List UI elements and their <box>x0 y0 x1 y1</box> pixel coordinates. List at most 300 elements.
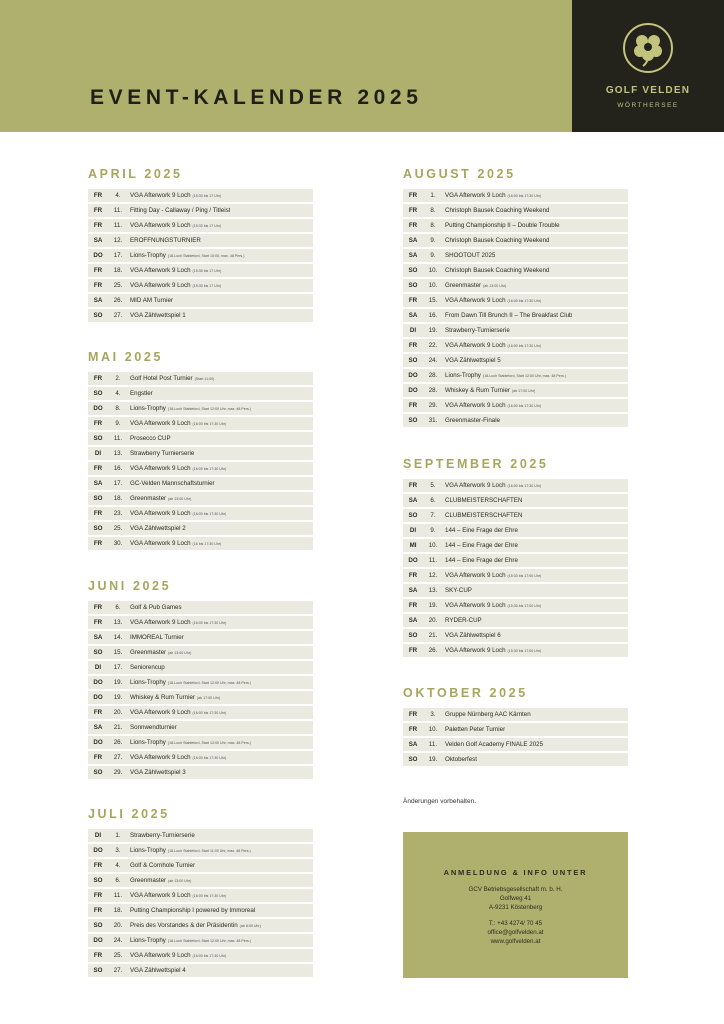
event-name: Oktoberfest <box>445 756 477 763</box>
event-row <box>88 934 313 947</box>
event-name: Golf Hotel Post Turnier <box>130 375 193 382</box>
event-name: VGA Zählwettspiel 5 <box>445 357 501 364</box>
event-row <box>403 219 628 232</box>
event-date: 23. <box>113 510 123 517</box>
event-row <box>403 629 628 642</box>
event-name: VGA Afterwork 9 Loch <box>130 619 191 626</box>
event-date: 8. <box>430 222 436 229</box>
event-date: 25. <box>113 525 123 532</box>
event-weekday: SA <box>408 497 418 504</box>
event-weekday: SO <box>408 512 418 519</box>
event-note: (ab 17:00 Uhr) <box>511 388 536 393</box>
event-date: 20. <box>113 709 123 716</box>
event-weekday: DO <box>93 739 103 746</box>
event-row <box>88 309 313 322</box>
event-row <box>403 708 628 721</box>
event-weekday: SA <box>408 587 418 594</box>
event-row <box>403 279 628 292</box>
event-note: (16:00 bis 17:30 Uhr) <box>192 755 227 760</box>
event-name: Christoph Bausek Coaching Weekend <box>445 267 550 274</box>
event-weekday: SO <box>408 282 418 289</box>
event-weekday: DO <box>408 387 418 394</box>
event-name: RYDER-CUP <box>445 617 482 624</box>
event-note: (ab 13:00 Uhr) <box>168 878 192 883</box>
event-date: 8. <box>430 207 436 214</box>
event-row <box>403 234 628 247</box>
event-row <box>88 751 313 764</box>
event-row <box>88 294 313 307</box>
event-weekday: FR <box>93 754 103 761</box>
event-name: Lions-Trophy <box>130 679 166 686</box>
event-row <box>88 387 313 400</box>
event-name: VGA Afterwork 9 Loch <box>130 267 191 274</box>
event-weekday: FR <box>408 192 418 199</box>
event-name: Sonnwendturnier <box>130 724 177 731</box>
event-row <box>403 249 628 262</box>
event-row <box>88 889 313 902</box>
event-date: 9. <box>430 252 436 259</box>
event-weekday: SO <box>93 495 103 502</box>
event-date: 27. <box>113 754 123 761</box>
event-weekday: FR <box>93 207 103 214</box>
event-row <box>403 204 628 217</box>
event-weekday: FR <box>408 402 418 409</box>
brand-name: GOLF VELDEN <box>605 85 691 96</box>
event-date: 19. <box>428 756 438 763</box>
event-list <box>88 829 313 977</box>
event-name: Lions-Trophy <box>445 372 481 379</box>
event-weekday: SA <box>408 741 418 748</box>
event-date: 21. <box>113 724 123 731</box>
event-row <box>403 189 628 202</box>
event-name: Gruppe Nürnberg AAC Kärnten <box>445 711 531 718</box>
event-note: (18-Loch Stableford, Start 11:00 Uhr, max. 48 Pers.) <box>167 848 251 853</box>
event-name: Engstler <box>130 390 153 397</box>
event-name: VGA Zählwettspiel 6 <box>445 632 501 639</box>
event-row <box>88 964 313 977</box>
event-row <box>403 723 628 736</box>
event-date: 11. <box>113 892 123 899</box>
event-date: 10. <box>428 282 438 289</box>
event-name: VGA Afterwork 9 Loch <box>130 892 191 899</box>
event-row <box>403 584 628 597</box>
event-name: 144 – Eine Frage der Ehre <box>445 557 518 564</box>
event-date: 17. <box>113 252 123 259</box>
event-weekday: FR <box>408 726 418 733</box>
event-row <box>403 509 628 522</box>
event-weekday: FR <box>408 572 418 579</box>
event-date: 24. <box>428 357 438 364</box>
event-name: Whiskey & Rum Turnier <box>445 387 510 394</box>
event-weekday: SA <box>93 480 103 487</box>
event-note: (15:30 bis 17:00 Uhr) <box>507 648 542 653</box>
event-row <box>88 706 313 719</box>
month-title: OKTOBER 2025 <box>403 686 528 700</box>
event-row <box>88 859 313 872</box>
event-weekday: FR <box>408 297 418 304</box>
event-weekday: DO <box>408 372 418 379</box>
event-date: 6. <box>430 497 436 504</box>
event-name: VGA Afterwork 9 Loch <box>445 482 506 489</box>
event-row <box>88 447 313 460</box>
event-note: (16:00 bis 17:30 Uhr) <box>192 893 227 898</box>
event-weekday: FR <box>93 375 103 382</box>
event-name: Christoph Bausek Coaching Weekend <box>445 207 550 214</box>
event-name: VGA Afterwork 9 Loch <box>130 465 191 472</box>
event-date: 16. <box>113 465 123 472</box>
event-weekday: SA <box>408 617 418 624</box>
event-note: (16:00 bis 17:30 Uhr) <box>507 298 542 303</box>
event-weekday: FR <box>93 907 103 914</box>
month-august <box>403 167 628 429</box>
event-date: 24. <box>113 937 123 944</box>
event-weekday: FR <box>408 207 418 214</box>
event-weekday: FR <box>93 222 103 229</box>
event-note: (15:30 bis 17 Uhr) <box>192 223 222 228</box>
event-row <box>88 949 313 962</box>
event-name: VGA Zählwettspiel 3 <box>130 769 186 776</box>
event-name: VGA Afterwork 9 Loch <box>130 754 191 761</box>
event-row <box>403 599 628 612</box>
event-name: VGA Afterwork 9 Loch <box>445 402 506 409</box>
event-date: 8. <box>115 405 121 412</box>
month-oktober <box>403 686 628 768</box>
event-name: 144 – Eine Frage der Ehre <box>445 527 518 534</box>
contact-details <box>403 885 628 946</box>
event-weekday: SO <box>93 967 103 974</box>
event-name: Preis des Vorstandes & der Präsidentin <box>130 922 238 929</box>
event-row <box>88 537 313 550</box>
event-name: Greenmaster <box>445 282 482 289</box>
event-note: (15:30 bis 17 Uhr) <box>192 283 222 288</box>
event-row <box>403 384 628 397</box>
event-date: 4. <box>115 192 121 199</box>
event-note: (16:00 bis 17:30 Uhr) <box>507 343 542 348</box>
email-link[interactable]: office@golfvelden.at <box>487 928 544 936</box>
event-note: (ab 13:00 Uhr) <box>168 496 192 501</box>
event-note: (ab 8:00 Uhr) <box>239 923 261 928</box>
event-name: Lions-Trophy <box>130 937 166 944</box>
event-row <box>88 507 313 520</box>
event-name: VGA Afterwork 9 Loch <box>130 192 191 199</box>
event-weekday: FR <box>93 952 103 959</box>
event-date: 20. <box>428 617 438 624</box>
event-weekday: FR <box>408 222 418 229</box>
event-list <box>88 189 313 322</box>
event-name: Paletten Peter Turnier <box>445 726 506 733</box>
event-name: IMMOREAL Turnier <box>130 634 184 641</box>
info-title: ANMELDUNG & INFO UNTER <box>443 868 588 877</box>
event-weekday: FR <box>93 862 103 869</box>
event-note: (15:30 bis 17:00 Uhr) <box>507 573 542 578</box>
event-name: ERÖFFNUNGSTURNIER <box>130 237 201 244</box>
event-name: MID AM Turnier <box>130 297 173 304</box>
event-name: Greenmaster <box>130 495 167 502</box>
event-weekday: SA <box>93 237 103 244</box>
event-name: VGA Afterwork 9 Loch <box>445 297 506 304</box>
event-date: 11. <box>428 557 438 564</box>
event-weekday: SA <box>408 252 418 259</box>
event-name: VGA Zählwettspiel 1 <box>130 312 186 319</box>
event-weekday: FR <box>93 619 103 626</box>
event-name: Strawberry Turnierserie <box>130 450 195 457</box>
event-date: 29. <box>428 402 438 409</box>
event-name: 144 – Eine Frage der Ehre <box>445 542 518 549</box>
event-weekday: FR <box>93 282 103 289</box>
event-row <box>88 402 313 415</box>
event-name: VGA Zählwettspiel 2 <box>130 525 186 532</box>
event-note: (16:00 bis 17:30 Uhr) <box>192 511 227 516</box>
event-weekday: SO <box>93 922 103 929</box>
event-weekday: FR <box>408 482 418 489</box>
golf-velden-clover-logo <box>622 22 674 74</box>
event-name: Seniorencup <box>130 664 165 671</box>
event-date: 18. <box>113 907 123 914</box>
event-date: 22. <box>428 342 438 349</box>
event-date: 11. <box>113 222 123 229</box>
event-weekday: FR <box>93 267 103 274</box>
event-weekday: FR <box>408 602 418 609</box>
event-row <box>88 264 313 277</box>
event-name: VGA Afterwork 9 Loch <box>130 952 191 959</box>
event-name: Golf & Pub Games <box>130 604 182 611</box>
event-date: 9. <box>430 237 436 244</box>
event-row <box>403 354 628 367</box>
event-date: 18. <box>113 495 123 502</box>
event-row <box>88 249 313 262</box>
event-date: 27. <box>113 967 123 974</box>
event-date: 16. <box>428 312 438 319</box>
event-date: 1. <box>430 192 436 199</box>
month-april <box>88 167 313 324</box>
event-weekday: SA <box>93 634 103 641</box>
page-title: EVENT-KALENDER 2025 <box>90 86 423 109</box>
event-name: Greenmaster-Finale <box>445 417 501 424</box>
event-row <box>88 189 313 202</box>
event-date: 18. <box>113 267 123 274</box>
event-weekday: FR <box>93 604 103 611</box>
event-weekday: FR <box>93 465 103 472</box>
event-row <box>403 264 628 277</box>
event-row <box>88 522 313 535</box>
event-weekday: SO <box>408 267 418 274</box>
event-row <box>403 399 628 412</box>
event-date: 6. <box>115 877 121 884</box>
event-note: (Start 11:00) <box>194 376 215 381</box>
event-name: SKY-CUP <box>445 587 472 594</box>
event-note: (16:00 bis 17:30 Uhr) <box>192 620 227 625</box>
changes-notice: Änderungen vorbehalten. <box>403 798 477 805</box>
event-weekday: SA <box>408 237 418 244</box>
month-juni <box>88 579 313 781</box>
event-note: (18-Loch Stableford, Start 12:00 Uhr, max. 48 Pers.) <box>167 406 251 411</box>
event-name: Putting Championship II – Double Trouble <box>445 222 560 229</box>
event-row <box>403 644 628 657</box>
brand-subtitle: WÖRTHERSEE <box>617 102 679 109</box>
info-box <box>403 832 628 978</box>
event-date: 3. <box>430 711 436 718</box>
event-name: Golf & Cornhole Turnier <box>130 862 195 869</box>
event-name: VGA Afterwork 9 Loch <box>130 420 191 427</box>
event-list <box>88 372 313 550</box>
event-weekday: FR <box>408 342 418 349</box>
event-list <box>403 479 628 657</box>
event-row <box>88 676 313 689</box>
event-weekday: SA <box>408 312 418 319</box>
event-name: GC-Velden Mannschaftsturnier <box>130 480 215 487</box>
event-weekday: DI <box>94 450 102 457</box>
event-date: 25. <box>113 952 123 959</box>
month-mai <box>88 350 313 552</box>
event-weekday: SO <box>93 435 103 442</box>
event-name: VGA Afterwork 9 Loch <box>130 282 191 289</box>
event-name: Prosecco CUP <box>130 435 171 442</box>
event-weekday: DO <box>93 405 103 412</box>
event-note: (16:00 bis 17:30 Uhr) <box>192 953 227 958</box>
event-row <box>403 324 628 337</box>
event-weekday: MI <box>409 542 417 549</box>
event-date: 20. <box>113 922 123 929</box>
event-row <box>403 539 628 552</box>
event-name: CLUBMEISTERSCHAFTEN <box>445 497 523 504</box>
event-date: 5. <box>430 482 436 489</box>
event-name: VGA Zählwettspiel 4 <box>130 967 186 974</box>
event-date: 7. <box>430 512 436 519</box>
event-weekday: SO <box>408 756 418 763</box>
event-row <box>88 736 313 749</box>
event-row <box>88 721 313 734</box>
event-weekday: FR <box>93 420 103 427</box>
event-name: Greenmaster <box>130 877 167 884</box>
event-name: Putting Championship I powered by Immoreal <box>130 907 256 914</box>
event-weekday: DO <box>93 694 103 701</box>
event-weekday: FR <box>93 192 103 199</box>
street-address: Golfweg 41 <box>499 895 532 903</box>
event-date: 26. <box>428 647 438 654</box>
event-row <box>88 492 313 505</box>
event-date: 1. <box>115 832 121 839</box>
event-note: (ab 13:00 Uhr) <box>483 283 507 288</box>
event-date: 9. <box>430 527 436 534</box>
event-row <box>403 369 628 382</box>
event-date: 25. <box>113 282 123 289</box>
event-date: 12. <box>428 572 438 579</box>
event-row <box>88 631 313 644</box>
month-title: APRIL 2025 <box>88 167 183 181</box>
event-note: (15:30 bis 17 Uhr) <box>192 193 222 198</box>
event-weekday: FR <box>93 540 103 547</box>
month-title: JULI 2025 <box>88 807 170 821</box>
event-date: 21. <box>428 632 438 639</box>
event-date: 27. <box>113 312 123 319</box>
event-name: VGA Afterwork 9 Loch <box>445 192 506 199</box>
event-row <box>88 766 313 779</box>
event-row <box>88 462 313 475</box>
event-row <box>88 372 313 385</box>
event-date: 29. <box>113 769 123 776</box>
event-weekday: SO <box>93 649 103 656</box>
event-date: 19. <box>428 327 438 334</box>
event-row <box>88 477 313 490</box>
event-note: (18-Loch Stableford, Start 12:00 Uhr, max. 48 Pers.) <box>167 938 251 943</box>
event-row <box>403 569 628 582</box>
event-date: 11. <box>428 741 438 748</box>
event-weekday: FR <box>93 892 103 899</box>
event-row <box>88 919 313 932</box>
event-name: VGA Afterwork 9 Loch <box>445 602 506 609</box>
event-note: (15:30 bis 17:00 Uhr) <box>507 603 542 608</box>
event-weekday: SO <box>93 877 103 884</box>
event-weekday: DO <box>408 557 418 564</box>
event-date: 26. <box>113 297 123 304</box>
event-name: VGA Afterwork 9 Loch <box>130 709 191 716</box>
event-list <box>403 708 628 766</box>
city-address: A-9231 Köstenberg <box>488 904 543 912</box>
event-weekday: SO <box>408 417 418 424</box>
event-name: SHOOTOUT 2025 <box>445 252 496 259</box>
event-note: (16:00 bis 17:30 Uhr) <box>507 193 542 198</box>
event-weekday: DO <box>93 252 103 259</box>
event-weekday: DI <box>94 664 102 671</box>
event-date: 17. <box>113 664 123 671</box>
event-name: VGA Afterwork 9 Loch <box>130 222 191 229</box>
event-weekday: SA <box>93 724 103 731</box>
event-note: (16:00 bis 17:30 Uhr) <box>507 403 542 408</box>
event-date: 2. <box>115 375 121 382</box>
event-weekday: SO <box>408 357 418 364</box>
event-name: Fitting Day - Callaway / Ping / Titleist <box>130 207 231 214</box>
event-row <box>88 432 313 445</box>
event-date: 13. <box>113 619 123 626</box>
event-name: VGA Afterwork 9 Loch <box>130 540 191 547</box>
event-date: 10. <box>428 542 438 549</box>
event-date: 4. <box>115 390 121 397</box>
event-name: Whiskey & Rum Turnier <box>130 694 195 701</box>
month-title: SEPTEMBER 2025 <box>403 457 549 471</box>
event-weekday: FR <box>93 510 103 517</box>
month-september <box>403 457 628 659</box>
event-date: 15. <box>428 297 438 304</box>
event-name: VGA Afterwork 9 Loch <box>445 647 506 654</box>
event-date: 17. <box>113 480 123 487</box>
event-note: (18-Loch Stableford, Start 12:00 Uhr, max. 48 Pers.) <box>482 373 566 378</box>
event-weekday: SO <box>93 769 103 776</box>
event-row <box>403 753 628 766</box>
event-name: VGA Afterwork 9 Loch <box>130 510 191 517</box>
event-note: (ab 13:00 Uhr) <box>168 650 192 655</box>
event-weekday: FR <box>408 711 418 718</box>
event-name: Christoph Bausek Coaching Weekend <box>445 237 550 244</box>
website-link[interactable]: www.golfvelden.at <box>490 938 541 946</box>
event-date: 9. <box>115 420 121 427</box>
event-date: 19. <box>113 694 123 701</box>
month-title: MAI 2025 <box>88 350 163 364</box>
event-date: 30. <box>113 540 123 547</box>
event-weekday: DO <box>93 847 103 854</box>
event-note: (16:00 bis 17:30 Uhr) <box>192 466 227 471</box>
event-weekday: SA <box>93 297 103 304</box>
event-name: Greenmaster <box>130 649 167 656</box>
event-date: 10. <box>428 726 438 733</box>
event-note: (16:00 bis 17:30 Uhr) <box>192 421 227 426</box>
month-juli <box>88 807 313 979</box>
event-list <box>403 189 628 427</box>
event-weekday: FR <box>93 709 103 716</box>
event-name: Strawberry-Turnierserie <box>445 327 510 334</box>
event-name: Lions-Trophy <box>130 405 166 412</box>
event-weekday: DO <box>93 937 103 944</box>
event-weekday: SO <box>93 525 103 532</box>
